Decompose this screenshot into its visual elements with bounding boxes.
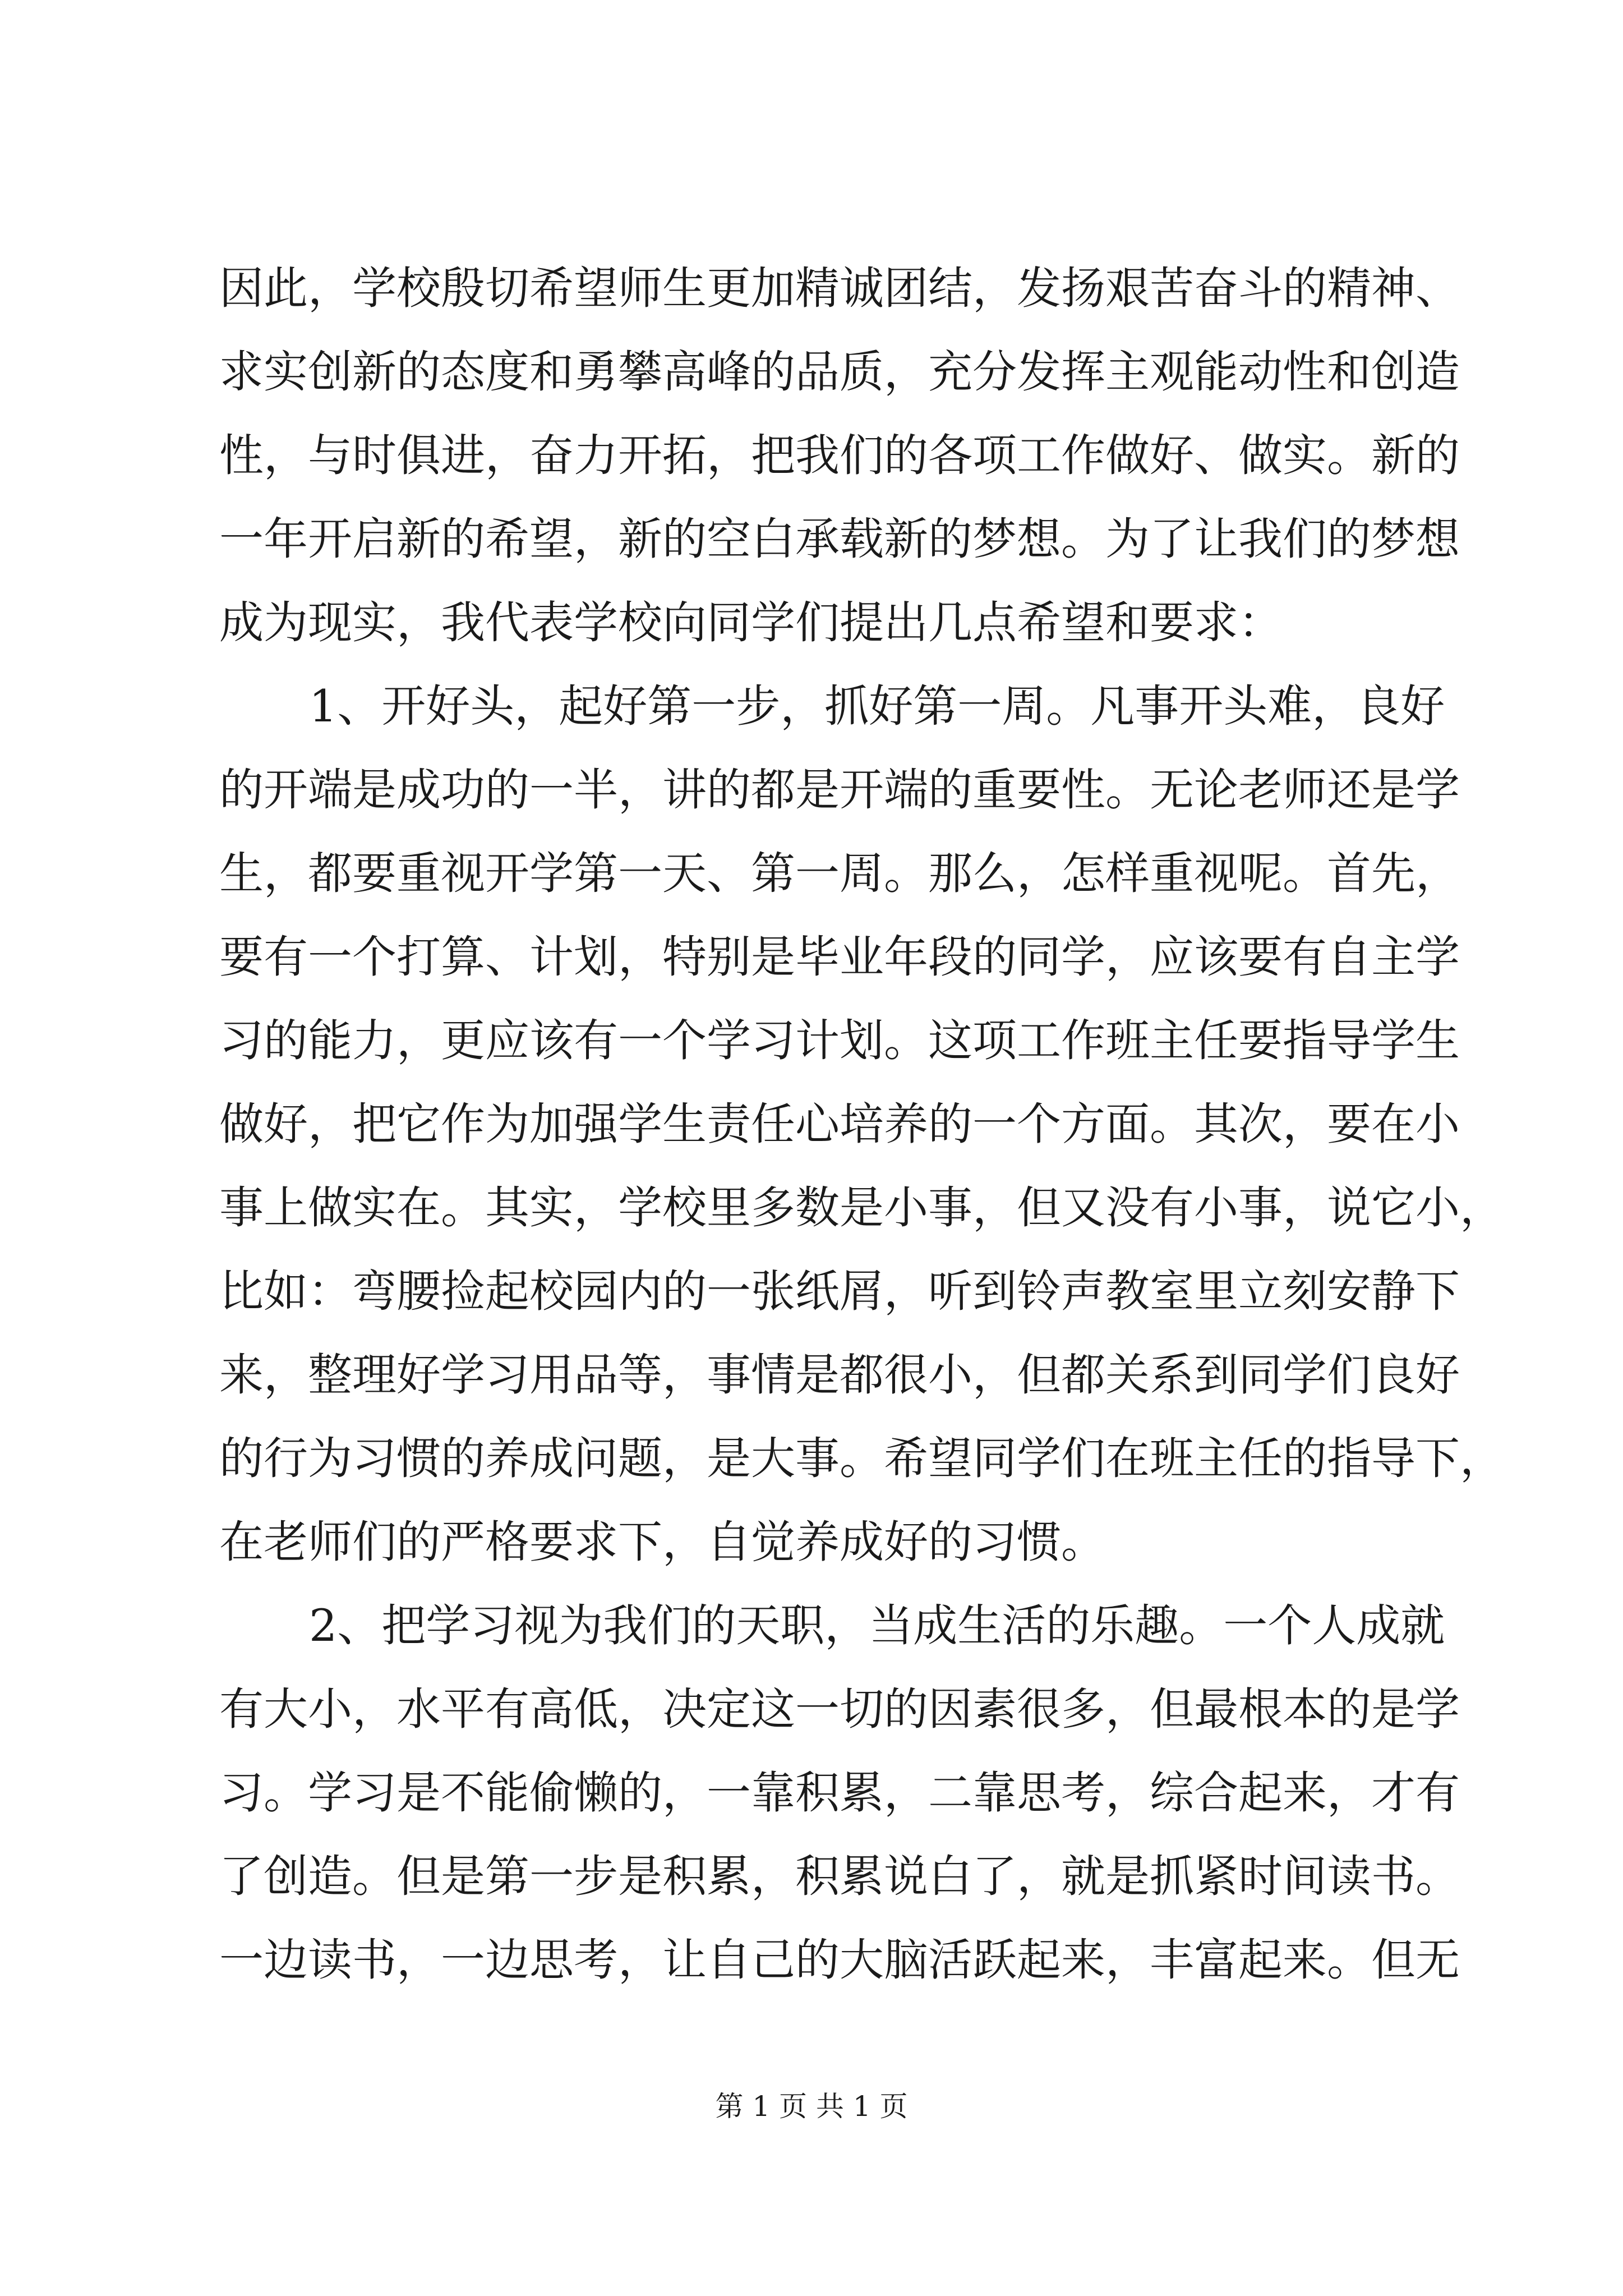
paragraph-2-first-line: 2、把学习视为我们的天职，当成生活的乐趣。一个人成就 [309,1600,1445,1651]
text-line: 事上做实在。其实，学校里多数是小事，但又没有小事，说它小， [219,1182,1504,1234]
text-line: 性，与时俱进，奋力开拓，把我们的各项工作做好、做实。新的 [219,430,1460,481]
page-footer [0,2084,1623,2124]
text-line: 要有一个打算、计划，特别是毕业年段的同学，应该要有自主学 [219,931,1460,983]
text-line: 成为现实，我代表学校向同学们提出几点希望和要求： [219,597,1283,648]
text-line: 的行为习惯的养成问题，是大事。希望同学们在班主任的指导下， [219,1433,1504,1484]
text-line: 比如：弯腰捡起校园内的一张纸屑，听到铃声教室里立刻安静下 [219,1266,1460,1317]
text-line: 求实创新的态度和勇攀高峰的品质，充分发挥主观能动性和创造 [219,346,1460,398]
text-line: 一边读书，一边思考，让自己的大脑活跃起来，丰富起来。但无 [219,1934,1460,1986]
text-line: 习的能力，更应该有一个学习计划。这项工作班主任要指导学生 [219,1015,1460,1066]
text-line: 的开端是成功的一半，讲的都是开端的重要性。无论老师还是学 [219,764,1460,816]
text-line: 有大小，水平有高低，决定这一切的因素很多，但最根本的是学 [219,1683,1460,1735]
document-body [219,247,1504,2002]
text-line: 一年开启新的希望，新的空白承载新的梦想。为了让我们的梦想 [219,513,1460,565]
page-number-label: 第 1 页 共 1 页 [715,2090,908,2123]
text-line: 习。学习是不能偷懒的，一靠积累，二靠思考，综合起来，才有 [219,1767,1460,1819]
text-line: 了创造。但是第一步是积累，积累说白了，就是抓紧时间读书。 [219,1851,1460,1902]
text-line: 在老师们的严格要求下，自觉养成好的习惯。 [219,1516,1105,1568]
text-line: 生，都要重视开学第一天、第一周。那么，怎样重视呢。首先， [219,848,1460,899]
paragraph-1-first-line: 1、开好头，起好第一步，抓好第一周。凡事开头难，良好 [309,680,1445,732]
text-line: 因此，学校殷切希望师生更加精诚团结，发扬艰苦奋斗的精神、 [219,263,1460,314]
text-line: 来，整理好学习用品等，事情是都很小，但都关系到同学们良好 [219,1349,1460,1401]
text-line: 做好，把它作为加强学生责任心培养的一个方面。其次，要在小 [219,1098,1460,1150]
